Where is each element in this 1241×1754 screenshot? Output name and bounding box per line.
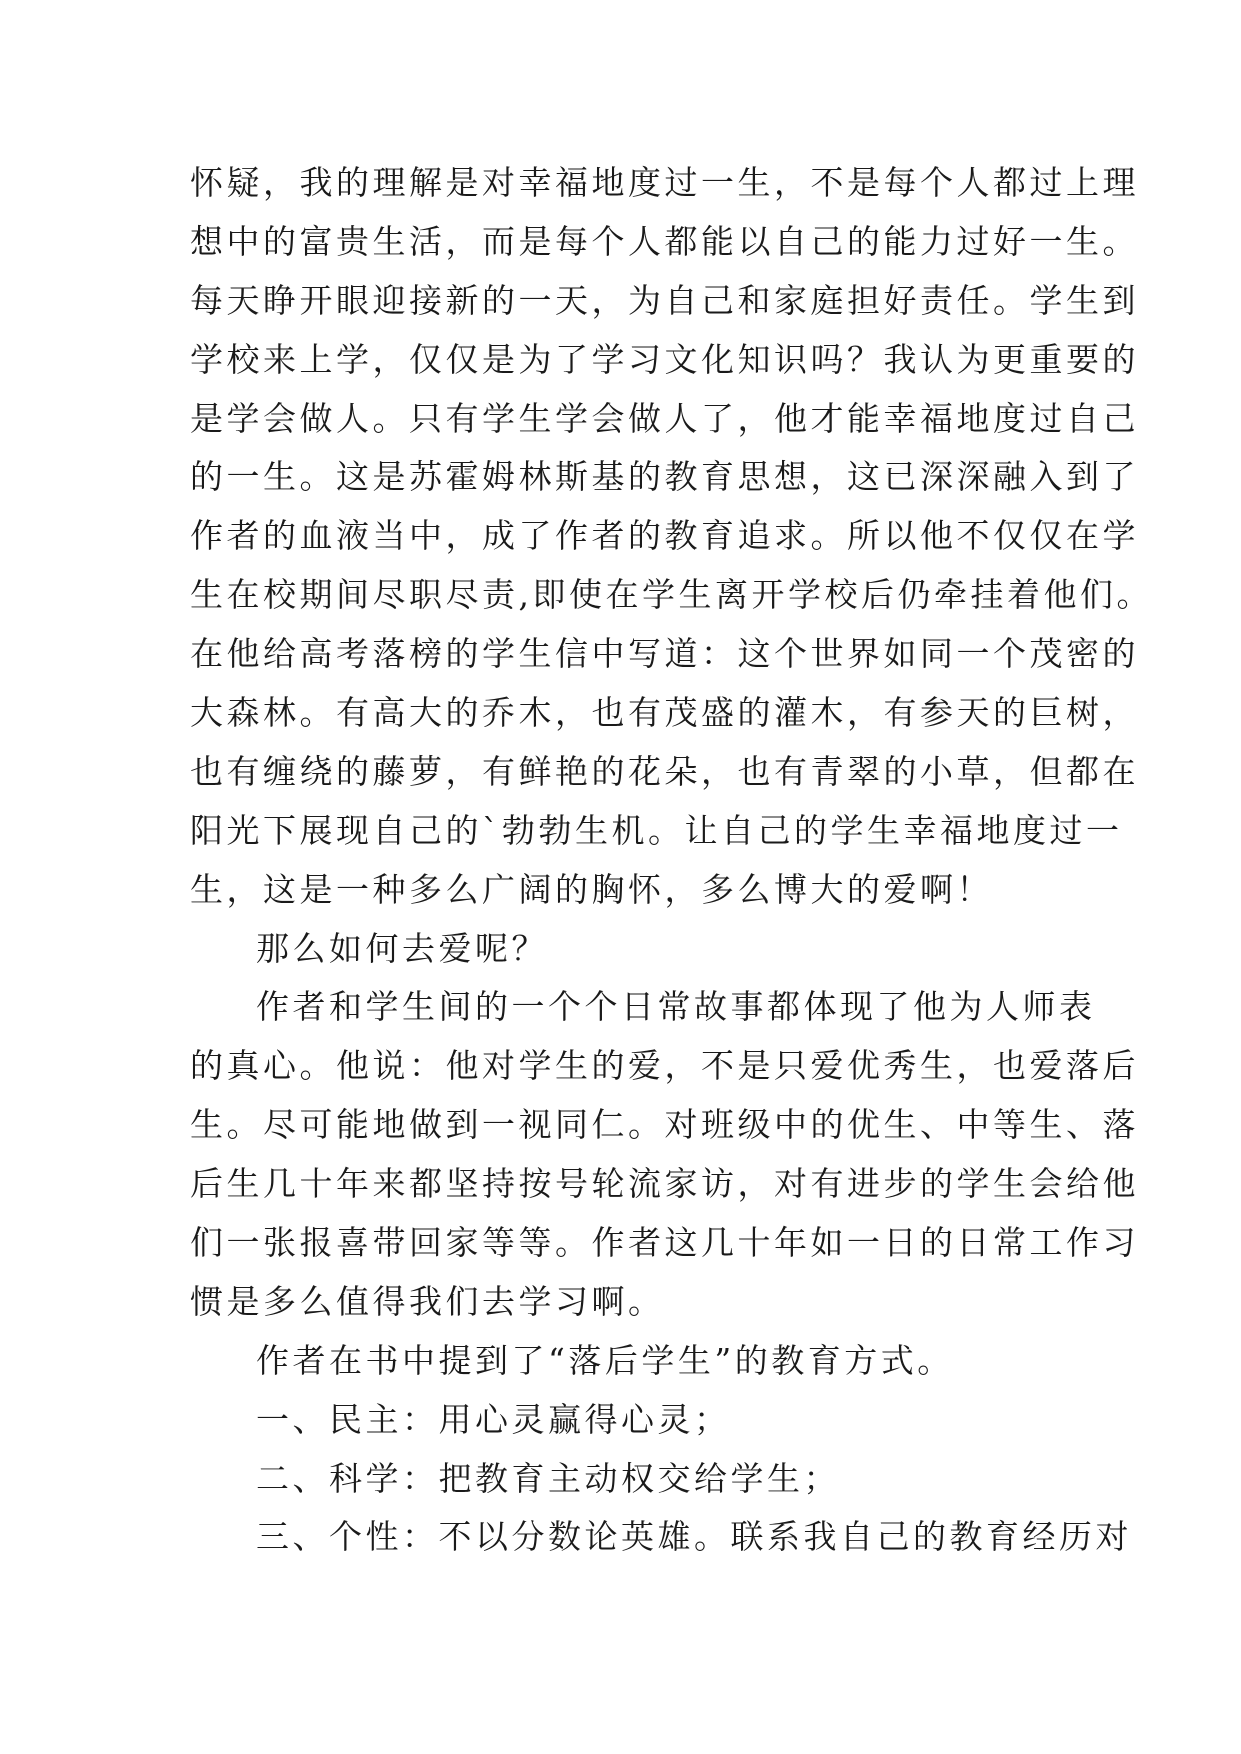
paragraph-start-line: 三、个性：不以分数论英雄。联系我自己的教育经历对 [256,1517,1132,1557]
text-line: 作者的血液当中，成了作者的教育追求。所以他不仅仅在学 [190,516,1139,556]
text-line: 们一张报喜带回家等等。作者这几十年如一日的日常工作习 [190,1223,1139,1263]
text-line: 怀疑，我的理解是对幸福地度过一生，不是每个人都过上理 [190,163,1139,202]
text-line: 惯是多么值得我们去学习啊。 [190,1281,665,1321]
text-line: 每天睁开眼迎接新的一天，为自己和家庭担好责任。学生到 [190,280,1139,320]
document-body [190,154,1153,1567]
paragraph-start-line: 二、科学：把教育主动权交给学生； [256,1458,840,1498]
text-line: 阳光下展现自己的`勃勃生机。让自己的学生幸福地度过一 [190,810,1123,850]
text-line: 想中的富贵生活，而是每个人都能以自己的能力过好一生。 [190,221,1139,261]
text-line: 也有缠绕的藤萝，有鲜艳的花朵，也有青翠的小草，但都在 [190,751,1139,791]
text-line: 后生几十年来都坚持按号轮流家访，对有进步的学生会给他 [190,1164,1139,1204]
text-line: 生，这是一种多么广阔的胸怀，多么博大的爱啊！ [190,869,993,909]
text-line: 的一生。这是苏霍姆林斯基的教育思想，这已深深融入到了 [190,457,1139,497]
text-line: 大森林。有高大的乔木，也有茂盛的灌木，有参天的巨树， [190,693,1139,733]
paragraph-start-line: 作者在书中提到了“落后学生”的教育方式。 [256,1340,954,1380]
paragraph-start-line: 那么如何去爱呢？ [256,928,548,968]
text-line: 学校来上学，仅仅是为了学习文化知识吗？我认为更重要的 [190,339,1139,379]
text-line: 生在校期间尽职尽责,即使在学生离开学校后仍牵挂着他们。 [190,575,1153,615]
text-line: 的真心。他说：他对学生的爱，不是只爱优秀生，也爱落后 [190,1046,1139,1086]
paragraph-start-line: 一、民主：用心灵赢得心灵； [256,1399,731,1439]
text-line: 在他给高考落榜的学生信中写道：这个世界如同一个茂密的 [190,634,1139,674]
paragraph-start-line: 作者和学生间的一个个日常故事都体现了他为人师表 [256,987,1096,1027]
text-line: 是学会做人。只有学生学会做人了，他才能幸福地度过自己 [190,398,1139,438]
text-line: 生。尽可能地做到一视同仁。对班级中的优生、中等生、落 [190,1105,1139,1145]
